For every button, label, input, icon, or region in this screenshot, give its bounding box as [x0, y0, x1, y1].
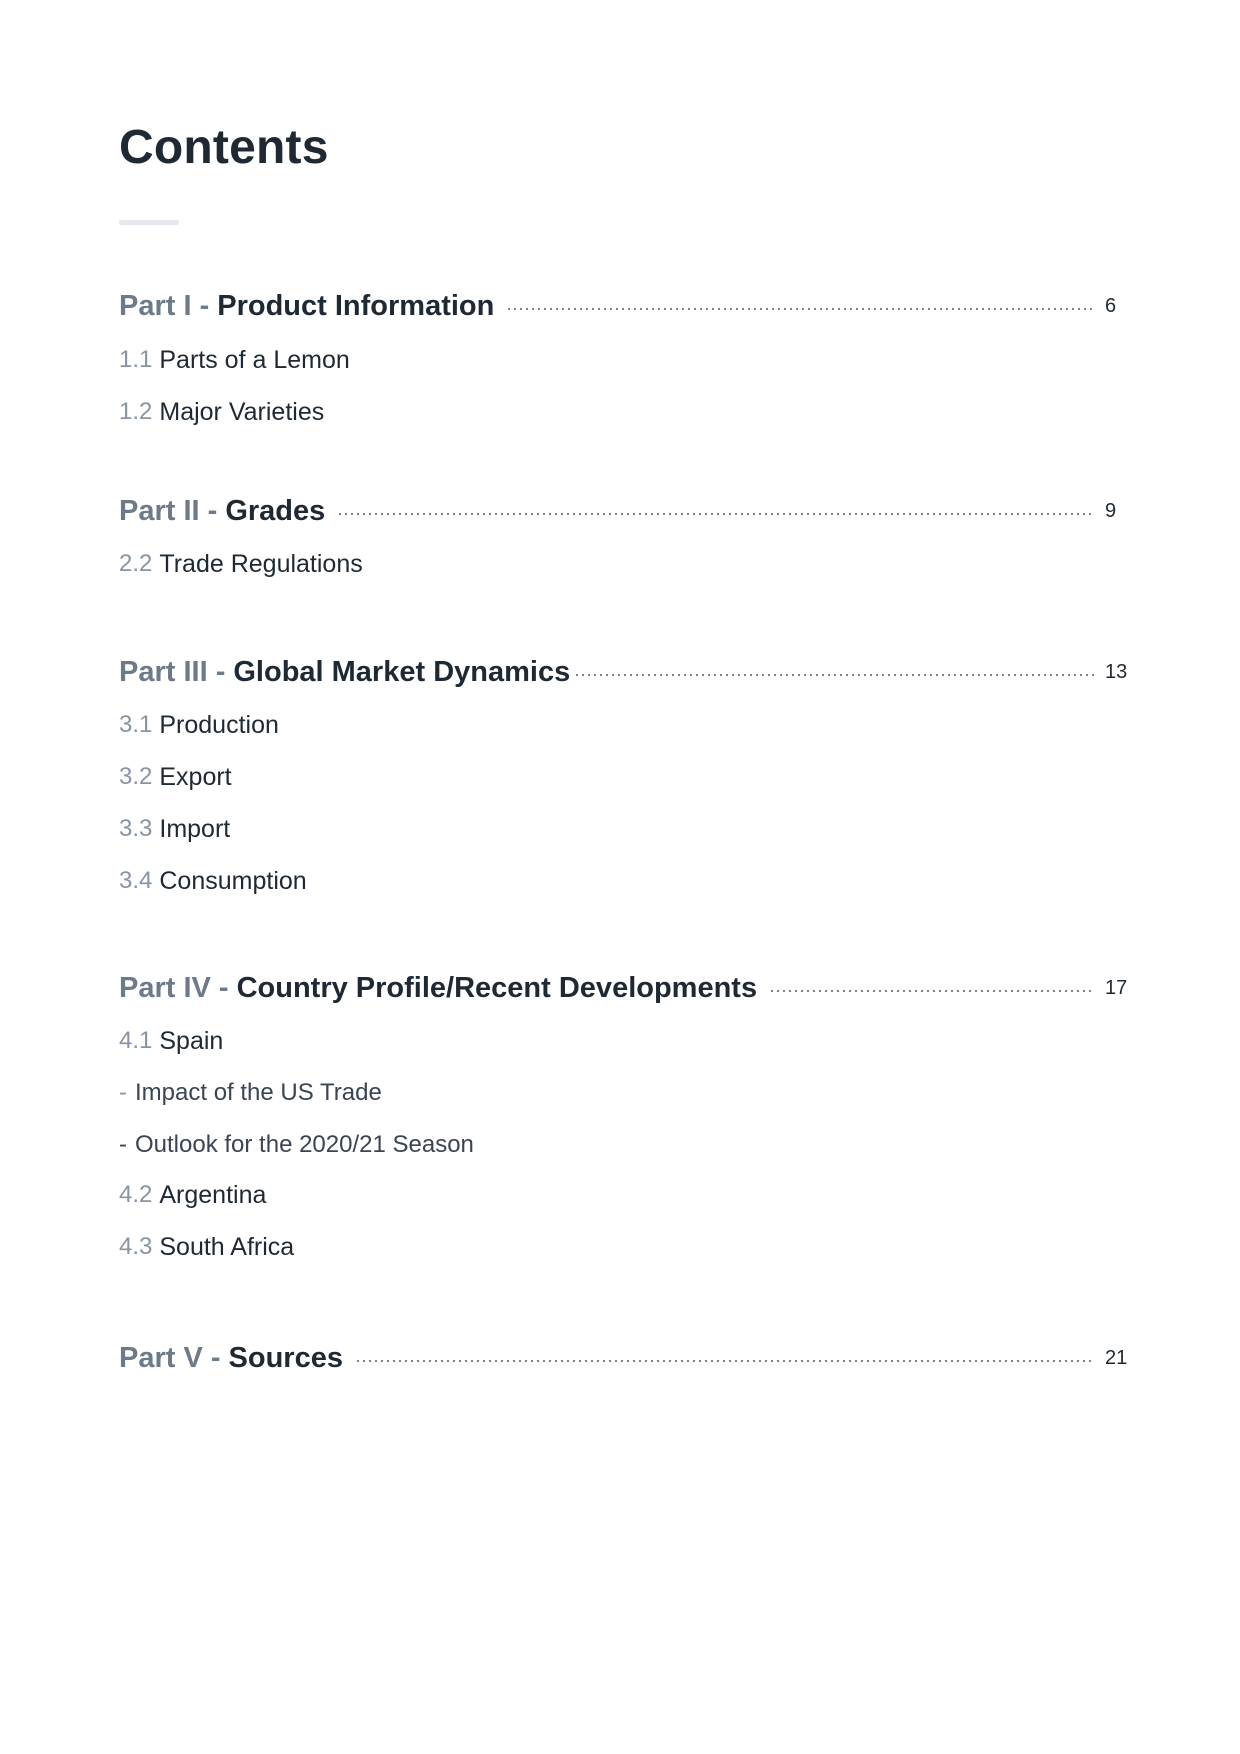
dotted-leader	[769, 990, 1095, 992]
subsection-title: Argentina	[159, 1180, 267, 1209]
subsection-number: 3.1	[119, 711, 153, 738]
subsection-title: Trade Regulations	[159, 549, 363, 578]
toc-topic[interactable]	[119, 1128, 474, 1162]
dotted-leader	[574, 674, 1095, 676]
dash-marker: -	[119, 1079, 127, 1106]
toc-part-2[interactable]	[119, 491, 1129, 531]
subsection-title: Consumption	[159, 866, 307, 895]
part-prefix: Part I -	[119, 289, 210, 322]
toc-subsection[interactable]	[119, 343, 350, 377]
toc-subsection[interactable]	[119, 1024, 223, 1058]
part-prefix: Part III -	[119, 655, 226, 688]
toc-subsection[interactable]	[119, 812, 230, 846]
subsection-number: 3.2	[119, 763, 153, 790]
dotted-leader	[337, 513, 1095, 515]
dash-marker: -	[119, 1131, 127, 1158]
subsection-title: Spain	[159, 1026, 224, 1055]
dotted-leader	[506, 308, 1095, 310]
subsection-number: 4.3	[119, 1233, 153, 1260]
page-number: 9	[1105, 499, 1117, 522]
page-title: Contents	[119, 121, 329, 174]
page-number: 13	[1105, 660, 1128, 683]
toc-subsection[interactable]	[119, 1230, 294, 1264]
subsection-number: 4.2	[119, 1181, 153, 1208]
toc-subsection[interactable]	[119, 395, 324, 429]
subsection-number: 2.2	[119, 550, 153, 577]
dotted-leader	[355, 1360, 1095, 1362]
toc-subsection[interactable]	[119, 864, 307, 898]
toc-subsection[interactable]	[119, 708, 279, 742]
part-prefix: Part II -	[119, 494, 218, 527]
subsection-title: Production	[159, 710, 279, 739]
toc-part-3[interactable]	[119, 652, 1129, 692]
topic-title: Outlook for the 2020/21 Season	[135, 1131, 474, 1158]
page-number: 17	[1105, 976, 1128, 999]
toc-subsection[interactable]	[119, 1178, 266, 1212]
subsection-title: Export	[159, 762, 232, 791]
part-prefix: Part V -	[119, 1341, 221, 1374]
part-title: Global Market Dynamics	[233, 655, 571, 688]
toc-part-4[interactable]	[119, 968, 1129, 1008]
toc-part-5[interactable]	[119, 1338, 1129, 1378]
part-title: Sources	[228, 1341, 343, 1374]
part-title: Grades	[225, 494, 326, 527]
toc-subsection[interactable]	[119, 760, 232, 794]
toc-part-1[interactable]	[119, 286, 1129, 326]
subsection-number: 1.2	[119, 398, 153, 425]
page-number: 6	[1105, 294, 1117, 317]
title-divider	[119, 220, 179, 225]
part-prefix: Part IV -	[119, 971, 229, 1004]
subsection-number: 4.1	[119, 1027, 153, 1054]
subsection-number: 3.4	[119, 867, 153, 894]
page-number: 21	[1105, 1346, 1128, 1369]
part-title: Product Information	[217, 289, 495, 322]
subsection-title: Parts of a Lemon	[159, 345, 350, 374]
part-title: Country Profile/Recent Developments	[236, 971, 758, 1004]
subsection-number: 3.3	[119, 815, 153, 842]
subsection-number: 1.1	[119, 346, 153, 373]
subsection-title: Import	[159, 814, 231, 843]
subsection-title: South Africa	[159, 1232, 295, 1261]
toc-subsection[interactable]	[119, 547, 363, 581]
toc-topic[interactable]	[119, 1076, 382, 1110]
topic-title: Impact of the US Trade	[135, 1079, 382, 1106]
subsection-title: Major Varieties	[159, 397, 325, 426]
